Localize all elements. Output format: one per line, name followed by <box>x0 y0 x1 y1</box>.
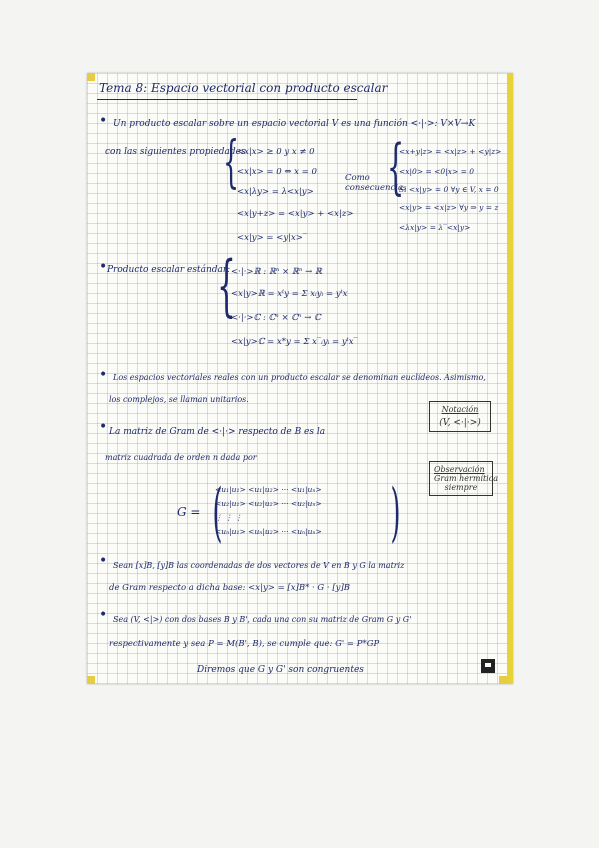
observation-box <box>429 461 498 496</box>
scanner-logo-icon <box>481 659 495 673</box>
page-title: Tema 8: Espacio vectorial con producto escalar <box>99 81 388 95</box>
consequence-2: <x|0> = <0|x> = 0 <box>399 167 475 176</box>
notation-value: (V, <·|·>) <box>439 418 481 428</box>
property-4: <x|y+z> = <x|y> + <x|z> <box>237 209 354 219</box>
congruent-line3: Diremos que G y G' son congruentes <box>197 665 364 675</box>
definition-line2: con las siguientes propiedades <box>105 147 246 157</box>
property-2: <x|x> = 0 ⇔ x = 0 <box>237 167 317 177</box>
page-edge <box>507 73 513 684</box>
standard-row-2: <x|y>ℝ = xᵗy = Σ xᵢyᵢ = yᵗx <box>231 289 348 299</box>
bullet: • <box>99 553 108 569</box>
congruent-line2: respectivamente y sea P = M(B', B), se cumple que: G' = P*GP <box>109 639 380 649</box>
consequence-5: <λx|y> = λ‾<x|y> <box>399 223 471 232</box>
consequence-4: <x|y> = <x|z> ∀y ⇒ y = z <box>399 203 499 212</box>
observation-line1: Gram hermítica <box>434 474 498 483</box>
bullet: • <box>99 607 108 623</box>
consequence-1: <x+y|z> = <x|z> + <y|z> <box>399 147 502 156</box>
property-1: <x|x> ≥ 0 y x ≠ 0 <box>237 147 315 157</box>
coords-line1: Sean [x]B, [y]B las coordenadas de dos vectores de V en B y G la matriz <box>113 561 405 570</box>
matrix-label: G = <box>177 505 201 519</box>
title-underline <box>97 99 357 100</box>
notation-title: Notación <box>441 405 479 414</box>
matrix-row: <u₁|u₁> <u₁|u₂> ··· <u₁|uₙ> <box>215 485 322 494</box>
brace: { <box>387 132 405 202</box>
coords-line2: de Gram respecto a dicha base: <x|y> = [x]B* · G · [y]B <box>109 583 351 593</box>
notation-box <box>429 401 491 432</box>
bullet: • <box>99 367 108 383</box>
euclid-line1: Los espacios vectoriales reales con un producto escalar se denominan euclídeos. Asimismo, <box>113 373 486 382</box>
gram-line2: matriz cuadrada de orden n dada por <box>105 453 257 462</box>
bullet: • <box>99 113 108 129</box>
notebook-page <box>87 73 513 684</box>
standard-label: Producto escalar estándar: <box>107 265 231 275</box>
brace: { <box>223 130 240 195</box>
standard-row-3: <·|·>ℂ : ℂⁿ × ℂⁿ → ℂ <box>231 313 321 323</box>
euclid-line2: los complejos, se llaman unitarios. <box>109 395 249 404</box>
consequence-label: Como consecuencia: <box>345 173 406 193</box>
matrix-paren-right: ) <box>390 476 401 550</box>
corner-mark <box>499 676 507 684</box>
bullet: • <box>99 419 108 435</box>
property-5: <x|y> = <y|x>‾ <box>237 233 308 243</box>
matrix-row: ⋮ ⋮ ⋮ <box>215 513 243 522</box>
matrix-rows <box>215 485 322 541</box>
corner-mark <box>87 676 95 684</box>
corner-mark <box>87 73 95 81</box>
bullet: • <box>99 259 108 275</box>
observation-title: Observación <box>434 465 485 474</box>
congruent-line1: Sea (V, <|>) con dos bases B y B', cada una con su matriz de Gram G y G' <box>113 615 412 624</box>
definition-line1: Un producto escalar sobre un espacio vectorial V es una función <·|·>: V×V→K <box>113 119 476 129</box>
observation-line2: siempre <box>444 483 478 492</box>
matrix-row: <u₂|u₁> <u₂|u₂> ··· <u₂|uₙ> <box>215 499 322 508</box>
gram-line1: La matriz de Gram de <·|·> respecto de B es la <box>109 427 326 437</box>
matrix-paren-left: ( <box>212 476 223 550</box>
standard-row-1: <·|·>ℝ : ℝⁿ × ℝⁿ → ℝ <box>231 267 322 277</box>
brace: { <box>217 247 236 324</box>
consequence-3: Si <x|y> = 0 ∀y ∈ V, x = 0 <box>399 185 499 194</box>
property-3: <x|λy> = λ<x|y> <box>237 187 314 197</box>
standard-row-4: <x|y>ℂ = x*y = Σ x‾ᵢyᵢ = yᵗx‾ <box>231 337 358 347</box>
matrix-row: <uₙ|u₁> <uₙ|u₂> ··· <uₙ|uₙ> <box>215 527 322 536</box>
